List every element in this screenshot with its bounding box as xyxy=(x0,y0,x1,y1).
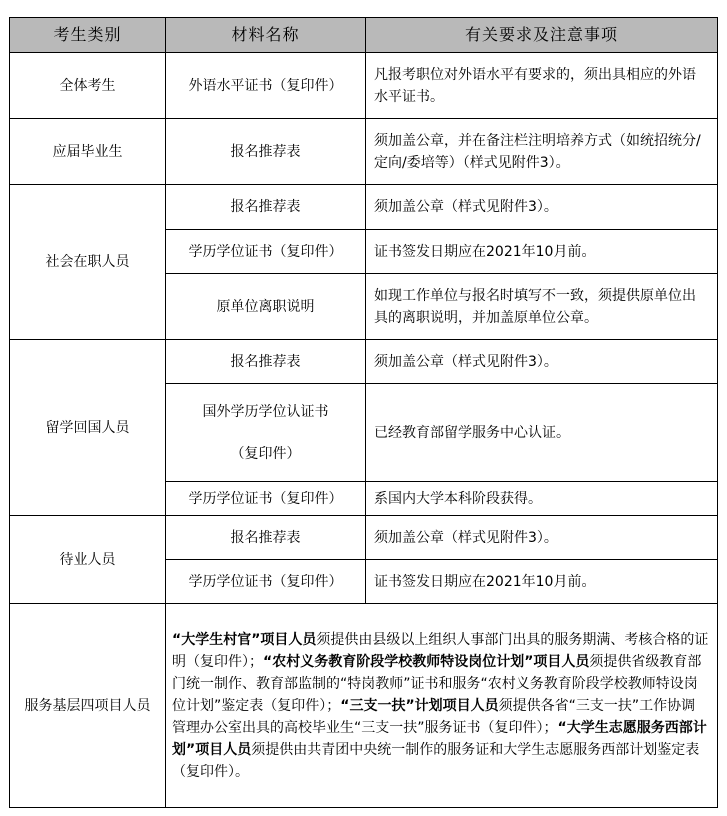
category-cell: 待业人员 xyxy=(10,516,166,604)
requirement-cell: 须加盖公章（样式见附件3）。 xyxy=(366,340,718,384)
category-cell: 服务基层四项目人员 xyxy=(10,604,166,808)
material-cell: 原单位离职说明 xyxy=(166,274,366,340)
table-row xyxy=(10,340,718,384)
material-cell: 学历学位证书（复印件） xyxy=(166,482,366,516)
requirement-cell: 须加盖公章（样式见附件3）。 xyxy=(366,185,718,230)
project-name: “大学生志愿服务西部计划”项目人员 xyxy=(172,719,707,758)
table-row xyxy=(10,516,718,560)
table-row xyxy=(10,119,718,185)
material-cell: 学历学位证书（复印件） xyxy=(166,560,366,604)
category-cell: 留学回国人员 xyxy=(10,340,166,516)
table-row xyxy=(10,604,718,808)
material-cell: 学历学位证书（复印件） xyxy=(166,230,366,274)
project-name: “大学生村官”项目人员 xyxy=(172,631,317,648)
project-name: “三支一扶”计划项目人员 xyxy=(340,697,499,714)
requirement-cell: 已经教育部留学服务中心认证。 xyxy=(366,384,718,482)
requirement-cell: 须加盖公章，并在备注栏注明培养方式（如统招统分/定向/委培等）（样式见附件3）。 xyxy=(366,119,718,185)
requirement-cell: 凡报考职位对外语水平有要求的，须出具相应的外语水平证书。 xyxy=(366,53,718,119)
material-cell: 报名推荐表 xyxy=(166,185,366,230)
requirement-cell: 须加盖公章（样式见附件3）。 xyxy=(366,516,718,560)
material-line: 国外学历学位认证书 xyxy=(202,403,329,420)
requirement-cell: 证书签发日期应在2021年10月前。 xyxy=(366,230,718,274)
table-row xyxy=(10,185,718,230)
material-cell: 报名推荐表 xyxy=(166,340,366,384)
project-requirement: 须提供由县级以上组织人事部门出具的服务期满、考核合格的证明（复印件）； xyxy=(172,631,709,670)
table-row xyxy=(10,53,718,119)
header-requirement: 有关要求及注意事项 xyxy=(366,18,718,53)
project-requirement: 须提供各省“三支一扶”工作协调管理办公室出具的高校毕业生“三支一扶”服务证书（复印件）； xyxy=(172,697,696,736)
category-cell: 全体考生 xyxy=(10,53,166,119)
header-row xyxy=(10,18,718,53)
requirement-cell: 证书签发日期应在2021年10月前。 xyxy=(366,560,718,604)
header-category: 考生类别 xyxy=(10,18,166,53)
material-cell: 外语水平证书（复印件） xyxy=(166,53,366,119)
requirement-cell: 如现工作单位与报名时填写不一致，须提供原单位出具的离职说明，并加盖原单位公章。 xyxy=(366,274,718,340)
requirement-cell: 系国内大学本科阶段获得。 xyxy=(366,482,718,516)
header-material: 材料名称 xyxy=(166,18,366,53)
project-requirement: 须提供省级教育部门统一制作、教育部监制的“特岗教师”证书和服务“农村义务教育阶段学校教师特设岗位计划”鉴定表（复印件）； xyxy=(172,653,702,714)
material-cell: 报名推荐表 xyxy=(166,119,366,185)
project-requirement: 须提供由共青团中央统一制作的服务证和大学生志愿服务西部计划鉴定表（复印件）。 xyxy=(172,741,700,780)
category-cell: 社会在职人员 xyxy=(10,185,166,340)
materials-table xyxy=(9,17,718,808)
material-line: （复印件） xyxy=(230,445,301,462)
category-cell: 应届毕业生 xyxy=(10,119,166,185)
grassroots-requirement-cell xyxy=(166,604,718,808)
project-name: “农村义务教育阶段学校教师特设岗位计划”项目人员 xyxy=(263,653,590,670)
material-cell: 报名推荐表 xyxy=(166,516,366,560)
material-cell xyxy=(166,384,366,482)
